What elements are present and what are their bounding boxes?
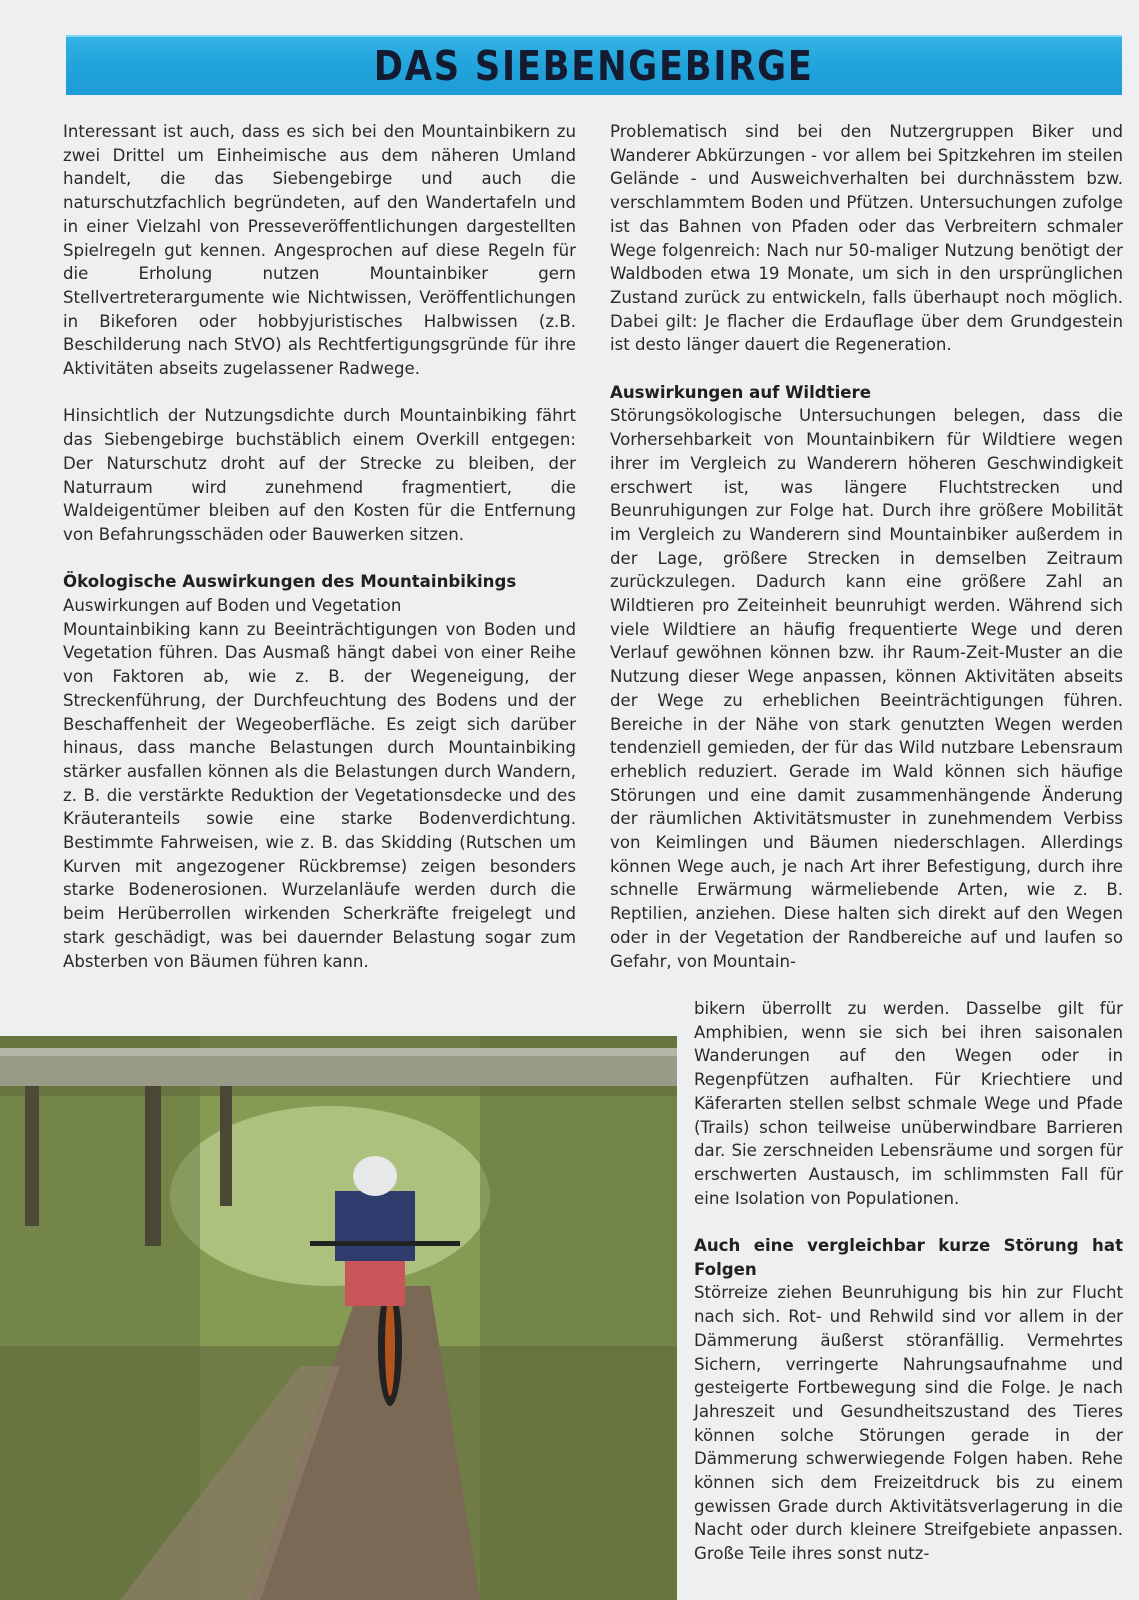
section-heading: Auch eine vergleichbar kurze Störung hat Folgen [694, 1236, 1123, 1279]
right-column [610, 120, 1123, 973]
paragraph: Mountainbiking kann zu Beeinträchtigungen von Boden und Vegetation führen. Das Ausmaß hängt dabei von einer Reihe von Faktoren ab, wie z. B. der Wegeneigung, der Streckenführung, der Durchfeuchtung des Bodens und der Beschaffenheit der Wegeoberfläche. Es zeigt sich darüber hinaus, dass manche Belastungen durch Mountainbiking stärker ausfallen können als die Belastungen durch Wandern, z. B. die verstärkte Reduktion der Vegetationsdecke und des Kräuteranteils sowie eine starke Bodenverdichtung. Bestimmte Fahrweisen, wie z. B. das Skidding (Rutschen um Kurven mit angezogener Rückbremse) zeigen besonders starke Bodenerosionen. Wurzelanläufe werden durch die beim Herüberrollen wirkenden Scherkräfte freigelegt und stark geschädigt, was bei dauernder Belastung sogar zum Absterben von Bäumen führen kann. [63, 619, 576, 971]
photo-illustration [0, 1036, 677, 1600]
paragraph: Problematisch sind bei den Nutzergruppen Biker und Wanderer Abkürzungen - vor allem bei Spitzkehren im steilen Gelände - und Ausweichverhalten bei durchnässtem bzw. verschlammtem Boden und Pfützen. Untersuchungen zufolge ist das Bahnen von Pfaden oder das Verbreitern schmaler Wege folgenreich: Nach nur 50-maliger Nutzung benötigt der Waldboden etwa 19 Monate, um sich in den ursprünglichen Zustand zurück zu entwickeln, falls überhaupt noch möglich. Dabei gilt: Je flacher die Erdauflage über dem Grundgestein ist desto länger dauert die Regeneration. [610, 122, 1123, 355]
mountain-biker-photo [0, 1036, 677, 1600]
section-heading: Auswirkungen auf Wildtiere [610, 382, 871, 402]
page-title: DAS SIEBENGEBIRGE [374, 42, 814, 90]
paragraph: Interessant ist auch, dass es sich bei den Mountainbikern zu zwei Drittel um Einheimische aus dem näheren Umland handelt, die das Siebengebirge und auch die naturschutzfachlich begründeten, auf den Wandertafeln und in einer Vielzahl von Presseveröffentlichungen dargestellten Spielregeln gut kennen. Angesprochen auf diese Regeln für die Erholung nutzen Mountainbiker gern Stellvertreterargumente wie Nichtwissen, Veröffentlichungen in Bikeforen oder hobbyjuristisches Halbwissen (z.B. Beschilderung nach StVO) als Rechtfertigungsgründe für ihre Aktivitäten abseits zugelassener Radwege. [63, 122, 576, 379]
paragraph: Störungsökologische Untersuchungen belegen, dass die Vorhersehbarkeit von Mountainbikern für Wildtiere wegen ihrer im Vergleich zu Wanderern höheren Geschwindigkeit erschwert ist, was längere Fluchtstrecken und Beunruhigungen zur Folge hat. Durch ihre größere Mobilität im Vergleich zu Wanderern sind Mountainbiker außerdem in der Lage, größere Strecken in demselben Zeitraum zurückzulegen. Dadurch kann eine größere Zahl an Wildtieren pro Zeiteinheit beunruhigt werden. Während sich viele Wildtiere an häufig frequentierte Wege und deren Verlauf gewöhnen können bzw. ihr Raum-Zeit-Muster an die Nutzung dieser Wege anpassen, können Aktivitäten abseits der Wege zu erheblichen Beeinträchtigungen führen. Bereiche in der Nähe von stark genutzten Wegen werden tendenziell gemieden, der für das Wild nutzbare Lebensraum erheblich reduziert. Gerade im Wald können sich häufige Störungen und eine damit zusammenhängende Änderung der räumlichen Aktivitätsmuster in zunehmendem Verbiss von Keimlingen und Bäumen niederschlagen. Allerdings können Wege auch, je nach Art ihrer Befestigung, durch ihre schnelle Erwärmung wärmeliebende Arten, wie z. B. Reptilien, anziehen. Diese halten sich direkt auf den Wegen oder in der Vegetation der Randbereiche auf und laufen so Gefahr, von Mountain- [610, 406, 1123, 971]
section-heading: Ökologische Auswirkungen des Mountainbikings [63, 572, 517, 592]
left-column [63, 120, 576, 973]
paragraph: Hinsichtlich der Nutzungsdichte durch Mountainbiking fährt das Siebengebirge buchstäblich einem Overkill entgegen: Der Naturschutz droht auf der Strecke zu bleiben, der Naturraum wird zunehmend fragmentiert, die Waldeigentümer bleiben auf den Kosten für die Entfernung von Befahrungsschäden oder Bauwerken sitzen. [63, 406, 576, 544]
paragraph: bikern überrollt zu werden. Dasselbe gilt für Amphibien, wenn sie sich bei ihren saisonalen Wanderungen auf den Wegen oder in Regenpfützen aufhalten. Für Kriechtiere und Käferarten stellen selbst schmale Wege und Pfade (Trails) schon teilweise unüberwindbare Barrieren dar. Sie zerschneiden Lebensräume und sorgen für erschwerten Austausch, im schlimmsten Fall für eine Isolation von Populationen. [694, 999, 1123, 1208]
section-subheading: Auswirkungen auf Boden und Vegetation [63, 596, 402, 616]
title-banner [66, 35, 1122, 95]
paragraph: Störreize ziehen Beunruhigung bis hin zur Flucht nach sich. Rot- und Rehwild sind vor allem in der Dämmerung äußerst störanfällig. Vermehrtes Sichern, verringerte Nahrungsaufnahme und gesteigerte Fortbewegung sind die Folge. Je nach Jahreszeit und Gesundheitszustand des Tieres können solche Störungen gerade in der Dämmerung schwerwiegende Folgen haben. Rehe können sich dem Freizeitdruck bis zu einem gewissen Grade durch Aktivitätsverlagerung in die Nacht oder durch kleinere Streifgebiete anpassen. Große Teile ihres sonst nutz- [694, 1283, 1123, 1564]
right-column-continued [694, 997, 1123, 1566]
